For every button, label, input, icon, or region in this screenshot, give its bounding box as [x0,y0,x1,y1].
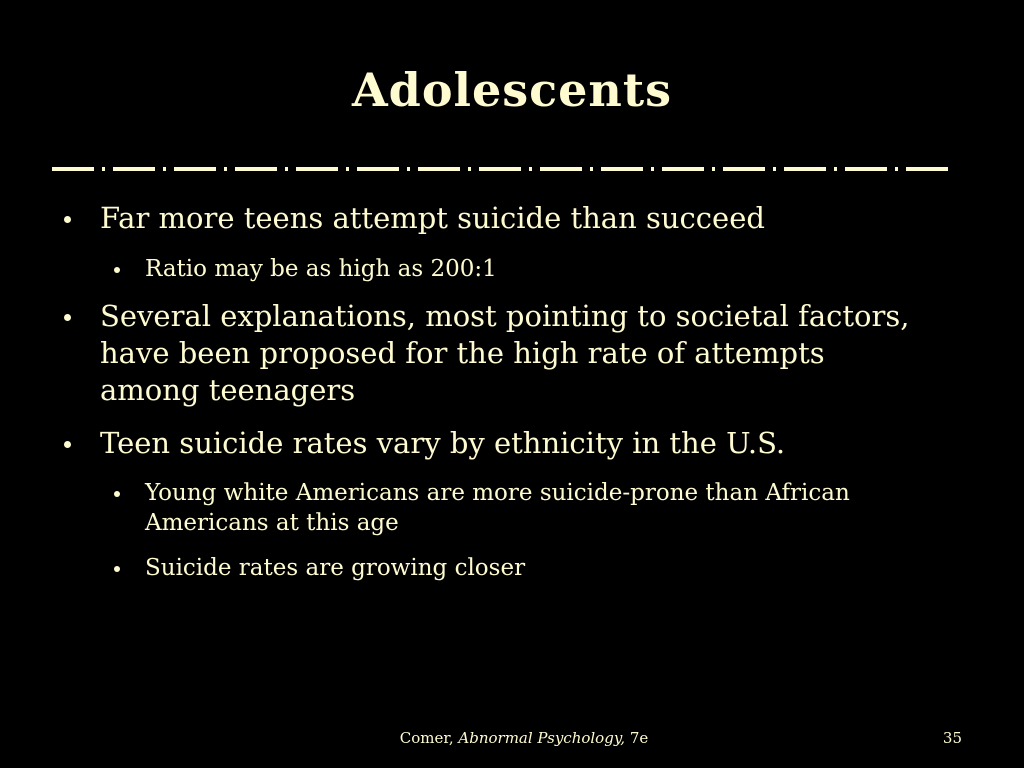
footer-author: Comer, [399,729,454,747]
sub-bullet-text: Suicide rates are growing closer [145,555,526,581]
footer-book-title: Abnormal Psychology, [458,729,626,747]
sub-bullet-dot-icon [114,491,120,497]
slide-title: Adolescents [351,63,673,117]
sub-bullet-text: Young white Americans are more suicide-prone than African Americans at this age [145,480,850,536]
bullet-dot-icon [64,216,71,223]
bullet-text: Several explanations, most pointing to societal factors, have been proposed for the high rate of attempts among teenagers [100,299,910,407]
footer-edition: 7e [629,729,649,747]
sub-bullet-dot-icon [114,566,120,572]
sub-bullet-item [145,478,905,538]
bullet-text: Far more teens attempt suicide than succeed [100,201,765,235]
sub-bullet-item [145,254,925,284]
sub-bullet-dot-icon [114,267,120,273]
bullet-item [100,200,920,237]
bullet-text: Teen suicide rates vary by ethnicity in the U.S. [100,426,786,460]
sub-bullet-text: Ratio may be as high as 200:1 [145,256,497,282]
bullet-item [100,425,920,462]
sub-bullet-item [145,553,925,583]
bullet-dot-icon [64,314,71,321]
page-number: 35 [942,729,962,747]
bullet-dot-icon [64,441,71,448]
bullet-item [100,298,920,409]
footer-citation [0,727,1024,749]
